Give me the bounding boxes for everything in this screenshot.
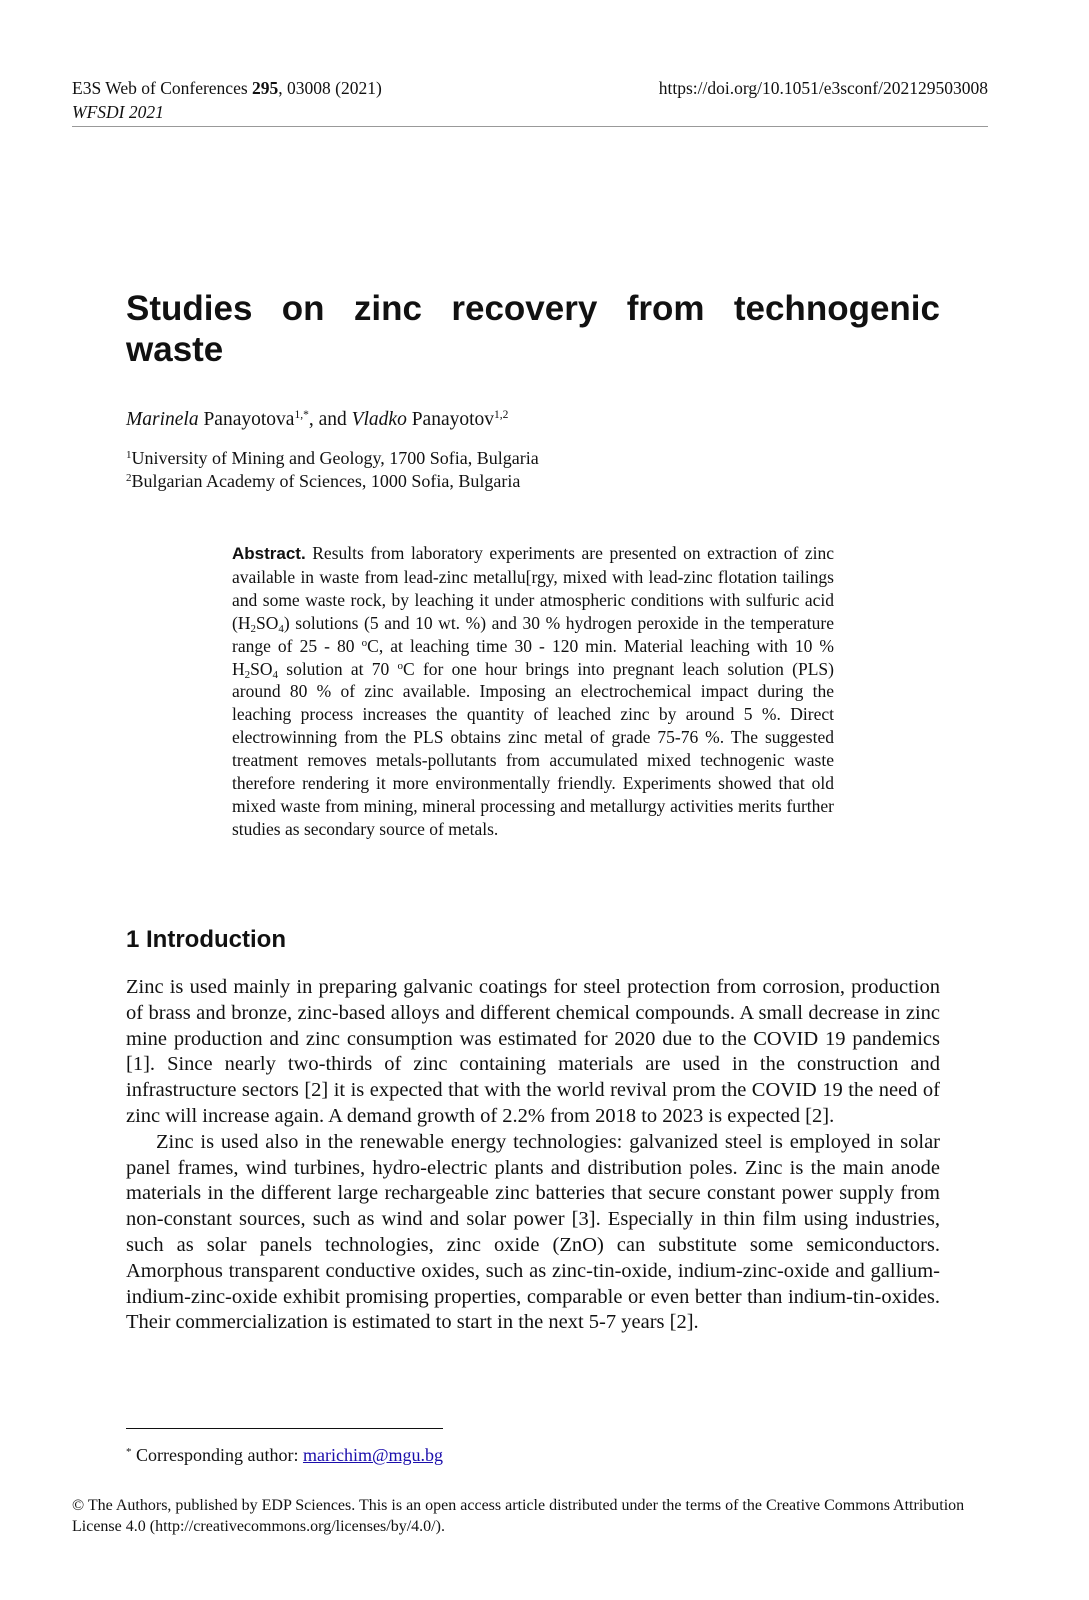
journal-name: E3S Web of Conferences xyxy=(72,78,253,98)
affiliation-item xyxy=(126,447,539,470)
header-divider xyxy=(72,126,988,127)
footnote xyxy=(126,1443,443,1467)
subscript: 4 xyxy=(278,622,284,635)
paragraph: Zinc is used also in the renewable energy technologies: galvanized steel is employed in solar panel frames, wind turbines, hydro-electric plants and distribution poles. Zinc is the main anode materials in the different large rechargeable zinc batteries that secure constant power supply from non-constant sources, such as wind and solar power [3]. Especially in thin film using industries, such as solar panels technologies, zinc oxide (ZnO) can substitute some semiconductors. Amorphous transparent conductive oxides, such as zinc-tin-oxide, indium-zinc-oxide and gallium-indium-zinc-oxide exhibit promising properties, comparable or even better than indium-tin-oxides. Their commercialization is estimated to start in the next 5-7 years [2]. xyxy=(126,1130,940,1334)
paragraph: Zinc is used mainly in preparing galvanic coatings for steel protection from corrosion, production of brass and bronze, zinc-based alloys and different chemical compounds. A small decrease in zinc mine production and zinc consumption was estimated for 2020 due to the COVID 19 pandemics [1]. Since nearly two-thirds of zinc containing materials are used in the construction and infrastructure sectors [2] it is expected that with the world revival prom the COVID 19 the need of zinc will increase again. A demand growth of 2.2% from 2018 to 2023 is expected [2]. xyxy=(126,976,940,1127)
footnote-divider xyxy=(126,1428,443,1429)
abstract-text: C for one hour brings into pregnant leach solution (PLS) around 80 % of zinc available. Imposing an electrochemical impact during the leaching process increases the quantity of leached zinc by around 5 %. Direct electrowinning from the PLS obtains zinc metal of grade 75-76 %. The suggested treatment removes metals-pollutants from accumulated mixed technogenic waste therefore rendering it more environmentally friendly. Experiments showed that old mixed waste from mining, mineral processing and metallurgy activities merits further studies as secondary source of metals. xyxy=(232,658,834,839)
affiliation-text: University of Mining and Geology, 1700 Sofia, Bulgaria xyxy=(131,448,539,468)
abstract-text: Results from laboratory experiments are presented on extraction of zinc available in waste from lead-zinc metallu[rgy, mixed with lead-zinc flotation tailings and some waste rock, by leaching it under atmospheric conditions with sulfuric acid (H xyxy=(232,543,834,633)
subscript: 4 xyxy=(272,668,279,681)
superscript: o xyxy=(397,659,404,672)
license-notice: © The Authors, published by EDP Sciences. This is an open access article distributed under the terms of the Creative Commons Attribution License 4.0 (http://creativecommons.org/licenses/by/4.0/). xyxy=(72,1497,965,1535)
footnote-mark: * xyxy=(126,1446,132,1458)
abstract-text: solution at 70 xyxy=(278,658,398,679)
author-affiliation-mark: 1,2 xyxy=(494,409,509,421)
abstract-text: SO xyxy=(255,612,279,633)
subscript: 2 xyxy=(244,668,251,681)
author-first-name: Marinela xyxy=(126,409,199,430)
conference-name: WFSDI 2021 xyxy=(72,102,164,122)
journal-volume: 295 xyxy=(252,78,279,98)
author-last-name: Panayotova xyxy=(198,409,295,430)
article-number: , 03008 (2021) xyxy=(278,78,382,98)
author-first-name: Vladko xyxy=(351,409,407,430)
affiliation-number: 2 xyxy=(126,472,132,484)
abstract-text: ) solutions (5 and 10 wt. %) and 30 % hydrogen peroxide in the temperature range of 25 - 80 xyxy=(232,612,834,656)
journal-header xyxy=(72,76,382,124)
affiliation-text: Bulgarian Academy of Sciences, 1000 Sofia, Bulgaria xyxy=(131,471,521,491)
affiliation-item xyxy=(126,470,539,493)
author-affiliation-mark: 1,* xyxy=(294,409,309,421)
affiliations xyxy=(126,447,539,493)
author-last-name: Panayotov xyxy=(406,409,495,430)
affiliation-number: 1 xyxy=(126,449,132,461)
abstract xyxy=(232,542,834,841)
abstract-text: C, at leaching time 30 - 120 min. Material leaching with 10 % H xyxy=(232,635,834,679)
paper-title: Studies on zinc recovery from technogenic waste xyxy=(126,289,940,369)
footnote-label: Corresponding author: xyxy=(131,1445,303,1465)
author-line xyxy=(126,407,508,433)
author-email-link[interactable]: marichim@mgu.bg xyxy=(302,1445,444,1465)
section-heading: 1 Introduction xyxy=(126,926,286,953)
subscript: 2 xyxy=(250,622,256,635)
section-body xyxy=(126,975,940,1336)
abstract-text: SO xyxy=(250,658,273,679)
superscript: o xyxy=(361,636,368,649)
author-separator: , and xyxy=(308,409,352,430)
abstract-label: Abstract. xyxy=(232,544,306,563)
doi-link[interactable]: https://doi.org/10.1051/e3sconf/202129503008 xyxy=(658,78,988,98)
